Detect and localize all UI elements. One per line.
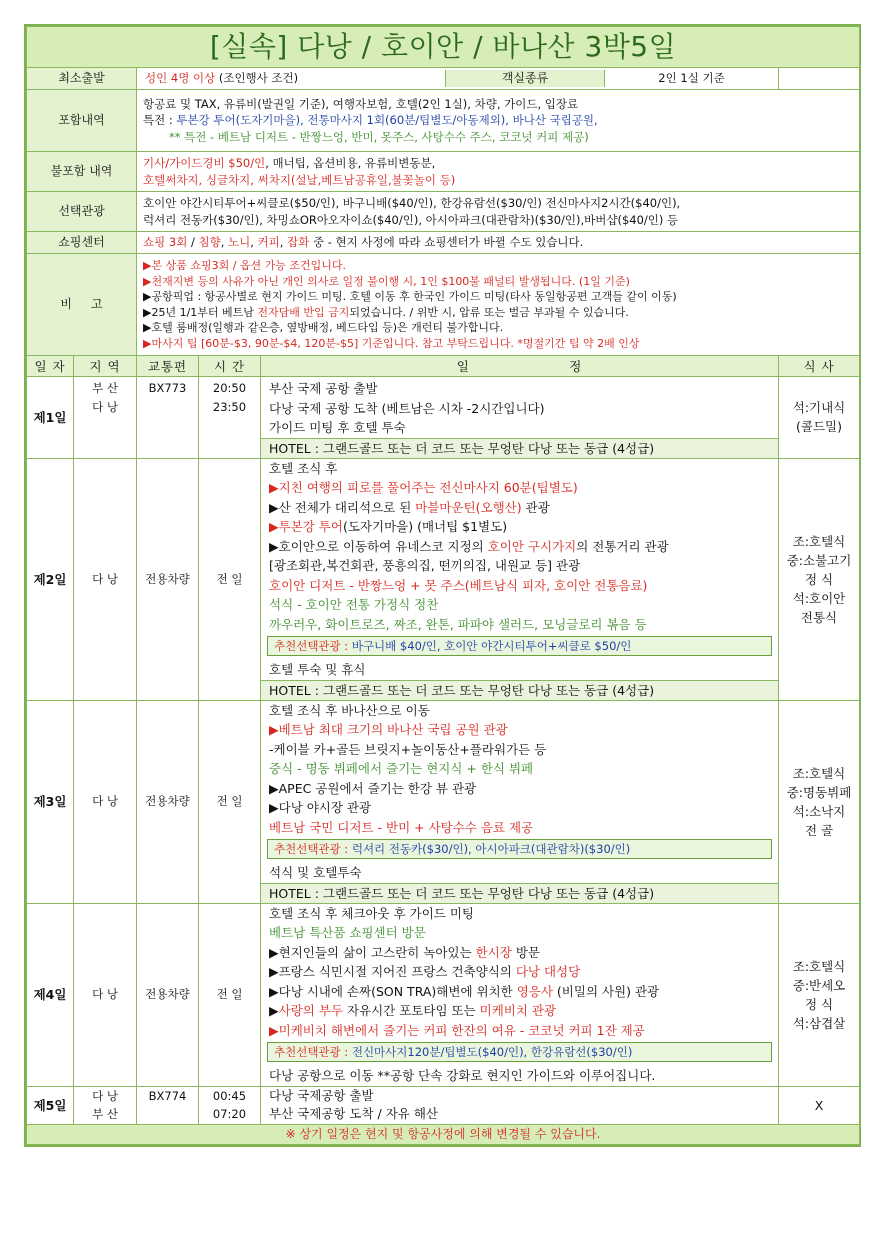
schedule-line: 부산 국제공항 도착 / 자유 해산 xyxy=(269,1105,438,1121)
excludes-content xyxy=(137,152,860,192)
day-row-1 xyxy=(27,377,860,459)
schedule xyxy=(261,377,779,459)
schedule-line: ▶프랑스 식민시절 지어진 프랑스 건축양식의 다낭 대성당 xyxy=(269,964,581,979)
optional-line2: 럭셔리 전동카($30/인), 차밍쇼OR아오자이쇼($40/인), 아시아파크(대관람차)($30/인),바버샵($40/인) 등 xyxy=(143,212,679,227)
includes-line2: 특전 : 투본강 투어(도자기마을), 전통마사지 1회(60분/팁별도/아동제외), 바나산 국립공원, xyxy=(143,113,598,128)
remark-3: ▶공항픽업 : 항공사별로 현지 가이드 미팅. 호텔 이동 후 한국인 가이드 미팅(타사 동일항공편 고객들 같이 이동) xyxy=(143,290,677,303)
time: 전 일 xyxy=(199,700,261,903)
optional-label: 선택관광 xyxy=(27,192,137,232)
remark-4: ▶25년 1/1부터 베트남 전자담배 반입 금지되었습니다. / 위반 시, 압류 또는 벌금 부과될 수 있습니다. xyxy=(143,305,629,319)
day-row-4 xyxy=(27,903,860,1086)
schedule-line: 베트남 특산품 쇼핑센터 방문 xyxy=(269,925,426,940)
schedule-line: 석식 - 호이안 전통 가정식 정찬 xyxy=(269,597,439,612)
recommended-option: 추천선택관광 : 전신마사지120분/팁별도($40/인), 한강유람선($30/인) xyxy=(267,1042,772,1062)
schedule-header xyxy=(27,356,860,377)
schedule-line: ▶다낭 야시장 관광 xyxy=(269,800,372,815)
itinerary-table xyxy=(26,26,860,1145)
remarks-label: 비 고 xyxy=(27,254,137,356)
hotel-line: HOTEL : 그랜드골드 또는 더 코드 또는 무엉탄 다낭 또는 동급 (4성급) xyxy=(261,438,778,458)
transport: 전용차량 xyxy=(137,903,199,1086)
schedule-line: 호이안 디저트 - 반짱느엉 + 못 주스(베트남식 피자, 호이안 전통음료) xyxy=(269,577,648,593)
room-value-inner: 2인 1실 기준 xyxy=(658,71,725,85)
region: 다 낭 xyxy=(74,700,137,903)
schedule-line: 부산 국제 공항 출발 xyxy=(269,381,378,396)
region: 다 낭 xyxy=(74,903,137,1086)
schedule-line: ▶다낭 시내에 손짜(SON TRA)해변에 위치한 영응사 (비밀의 사원) 관광 xyxy=(269,983,660,999)
meal: 조:호텔식 중:반세오 정 식 석:삼겹살 xyxy=(779,903,860,1086)
time: 00:45 07:20 xyxy=(199,1086,261,1124)
remark-1: ▶본 상품 쇼핑3회 / 옵션 가능 조건입니다. xyxy=(143,259,347,272)
schedule-line: 중식 - 명동 뷔페에서 즐기는 현지식 + 한식 뷔페 xyxy=(269,761,534,776)
schedule-line: 호텔 조식 후 체크아웃 후 가이드 미팅 xyxy=(269,905,474,921)
min-depart-cond: (조인행사 조건) xyxy=(215,71,299,85)
day-row-2 xyxy=(27,458,860,700)
time: 20:50 23:50 xyxy=(199,377,261,459)
footer-notice: ※ 상기 일정은 현지 및 항공사정에 의해 변경될 수 있습니다. xyxy=(27,1124,860,1144)
room-label: 객실종류 xyxy=(446,70,605,87)
transport: BX773 xyxy=(137,377,199,459)
min-depart-value xyxy=(137,70,446,87)
schedule-line: ▶지친 여행의 피로를 풀어주는 전신마사지 60분(팁별도) xyxy=(269,480,578,495)
col-date: 일 자 xyxy=(27,356,74,377)
schedule-line: 호텔 투숙 및 휴식 xyxy=(269,662,366,677)
col-region: 지 역 xyxy=(74,356,137,377)
schedule-line: 호텔 조식 후 바나산으로 이동 xyxy=(269,702,430,718)
day-label: 제1일 xyxy=(27,377,74,459)
transport: 전용차량 xyxy=(137,458,199,700)
shopping-label: 쇼핑센터 xyxy=(27,232,137,254)
schedule-line: 다낭 국제 공항 도착 (베트남은 시차 -2시간입니다) xyxy=(269,400,545,416)
schedule-line: ▶호이안으로 이동하여 유네스코 지정의 호이안 구시가지의 전통거리 관광 xyxy=(269,538,669,554)
schedule-line: 가이드 미팅 후 호텔 투숙 xyxy=(269,420,406,435)
transport: BX774 xyxy=(137,1086,199,1124)
schedule-line: 석식 및 호텔투숙 xyxy=(269,865,362,880)
meal: 조:호텔식 중:소불고기 정 식 석:호이안 전통식 xyxy=(779,458,860,700)
schedule xyxy=(261,700,779,903)
includes-content xyxy=(137,90,860,152)
includes-label: 포함내역 xyxy=(27,90,137,152)
header-row xyxy=(137,68,779,90)
schedule-line: ▶현지인들의 삶이 고스란히 녹아있는 한시장 방문 xyxy=(269,944,540,960)
excludes-line2: 호텔써차지, 싱글차지, 써차지(설날,베트남공휴일,불꽃놀이 등) xyxy=(143,172,456,187)
shopping-content: 쇼핑 3회 / 침향, 노니, 커피, 잡화 중 - 현지 사정에 따라 쇼핑센터가 바뀔 수도 있습니다. xyxy=(137,232,860,254)
schedule xyxy=(261,458,779,700)
time: 전 일 xyxy=(199,903,261,1086)
min-depart-count: 성인 4명 이상 xyxy=(145,71,216,85)
recommended-option: 추천선택관광 : 바구니배 $40/인, 호이안 야간시티투어+씨클로 $50/인 xyxy=(267,636,772,656)
meal: X xyxy=(779,1086,860,1124)
schedule-line: 호텔 조식 후 xyxy=(269,460,338,476)
itinerary-sheet xyxy=(24,24,861,1147)
hotel-line: HOTEL : 그랜드골드 또는 더 코드 또는 무엉탄 다낭 또는 동급 (4성급) xyxy=(261,883,778,903)
region: 다 낭 부 산 xyxy=(74,1086,137,1124)
includes-line1: 항공료 및 TAX, 유류비(발권일 기준), 여행자보험, 호텔(2인 1실), 차량, 가이드, 입장료 xyxy=(143,96,579,111)
remark-5: ▶호텔 룸배정(일행과 같은층, 옆방배정, 베드타입 등)은 개런티 불가합니다. xyxy=(143,321,504,334)
day-label: 제5일 xyxy=(27,1086,74,1124)
col-meal: 식 사 xyxy=(779,356,860,377)
optional-content xyxy=(137,192,860,232)
schedule xyxy=(261,1086,779,1124)
meal: 조:호텔식 중:명동뷔페 석:소낙지 전 골 xyxy=(779,700,860,903)
time: 전 일 xyxy=(199,458,261,700)
day-row-3 xyxy=(27,700,860,903)
remark-2: ▶천재지변 등의 사유가 아닌 개인 의사로 일정 불이행 시, 1인 $100불 패널티 발생됩니다. (1일 기준) xyxy=(143,274,630,288)
day-label: 제4일 xyxy=(27,903,74,1086)
col-schedule: 일 정 xyxy=(261,356,779,377)
schedule-line: ▶베트남 최대 크기의 바나산 국립 공원 관광 xyxy=(269,722,508,737)
page-title: [실속] 다낭 / 호이안 / 바나산 3박5일 xyxy=(27,27,860,68)
day-row-5 xyxy=(27,1086,860,1124)
schedule-line: 다낭 공항으로 이동 **공항 단속 강화로 현지인 가이드와 이루어집니다. xyxy=(269,1068,656,1083)
schedule-line: ▶산 전체가 대리석으로 된 마블마운틴(오행산) 관광 xyxy=(269,499,550,515)
day-label: 제3일 xyxy=(27,700,74,903)
excludes-line1: 기사/가이드경비 $50/인, 매너팁, 옵션비용, 유류비변동분, xyxy=(143,156,436,170)
remarks-content xyxy=(137,254,860,356)
schedule-line: -케이블 카+골든 브릿지+놀이동산+플라워가든 등 xyxy=(269,741,547,757)
schedule-line: ▶사랑의 부두 자유시간 포토타임 또는 미케비치 관광 xyxy=(269,1003,557,1018)
min-depart-label: 최소출발 xyxy=(27,68,137,90)
includes-line3: ** 특전 - 베트남 디저트 - 반짱느엉, 반미, 못주스, 사탕수수 주스, 코코넛 커피 제공) xyxy=(169,129,589,144)
schedule xyxy=(261,903,779,1086)
remark-6: ▶마사지 팁 [60분-$3, 90분-$4, 120분-$5] 기준입니다. 참고 부탁드립니다. *명절기간 팁 약 2배 인상 xyxy=(143,336,640,350)
region: 다 낭 xyxy=(74,458,137,700)
excludes-label: 불포함 내역 xyxy=(27,152,137,192)
schedule-line: 베트남 국민 디저트 - 반미 + 사탕수수 음료 제공 xyxy=(269,819,534,835)
region: 부 산 다 낭 xyxy=(74,377,137,459)
schedule-line: 까우러우, 화이트로즈, 짜조, 완톤, 파파야 샐러드, 모닝글로리 볶음 등 xyxy=(269,616,647,632)
col-time: 시 간 xyxy=(199,356,261,377)
schedule-line: ▶투본강 투어(도자기마을) (매너팁 $1별도) xyxy=(269,519,508,534)
col-transport: 교통편 xyxy=(137,356,199,377)
recommended-option: 추천선택관광 : 럭셔리 전동카($30/인), 아시아파크(대관람차)($30/인) xyxy=(267,839,772,859)
optional-line1: 호이안 야간시티투어+씨클로($50/인), 바구니배($40/인), 한강유람선($30/인) 전신마사지2시간($40/인), xyxy=(143,196,681,210)
hotel-line: HOTEL : 그랜드골드 또는 더 코드 또는 무엉탄 다낭 또는 동급 (4성급) xyxy=(261,680,778,700)
schedule-line: ▶미케비치 해변에서 즐기는 커피 한잔의 여유 - 코코넛 커피 1잔 제공 xyxy=(269,1022,645,1038)
schedule-line: 다낭 국제공항 출발 xyxy=(269,1087,374,1103)
transport: 전용차량 xyxy=(137,700,199,903)
schedule-line: ▶APEC 공원에서 즐기는 한강 뷰 관광 xyxy=(269,780,477,796)
day-label: 제2일 xyxy=(27,458,74,700)
meal: 석:기내식 (콜드밀) xyxy=(779,377,860,459)
room-value xyxy=(779,68,860,90)
schedule-line: [광조회관,복건회관, 풍흥의집, 떤끼의집, 내원교 등] 관광 xyxy=(269,558,581,573)
